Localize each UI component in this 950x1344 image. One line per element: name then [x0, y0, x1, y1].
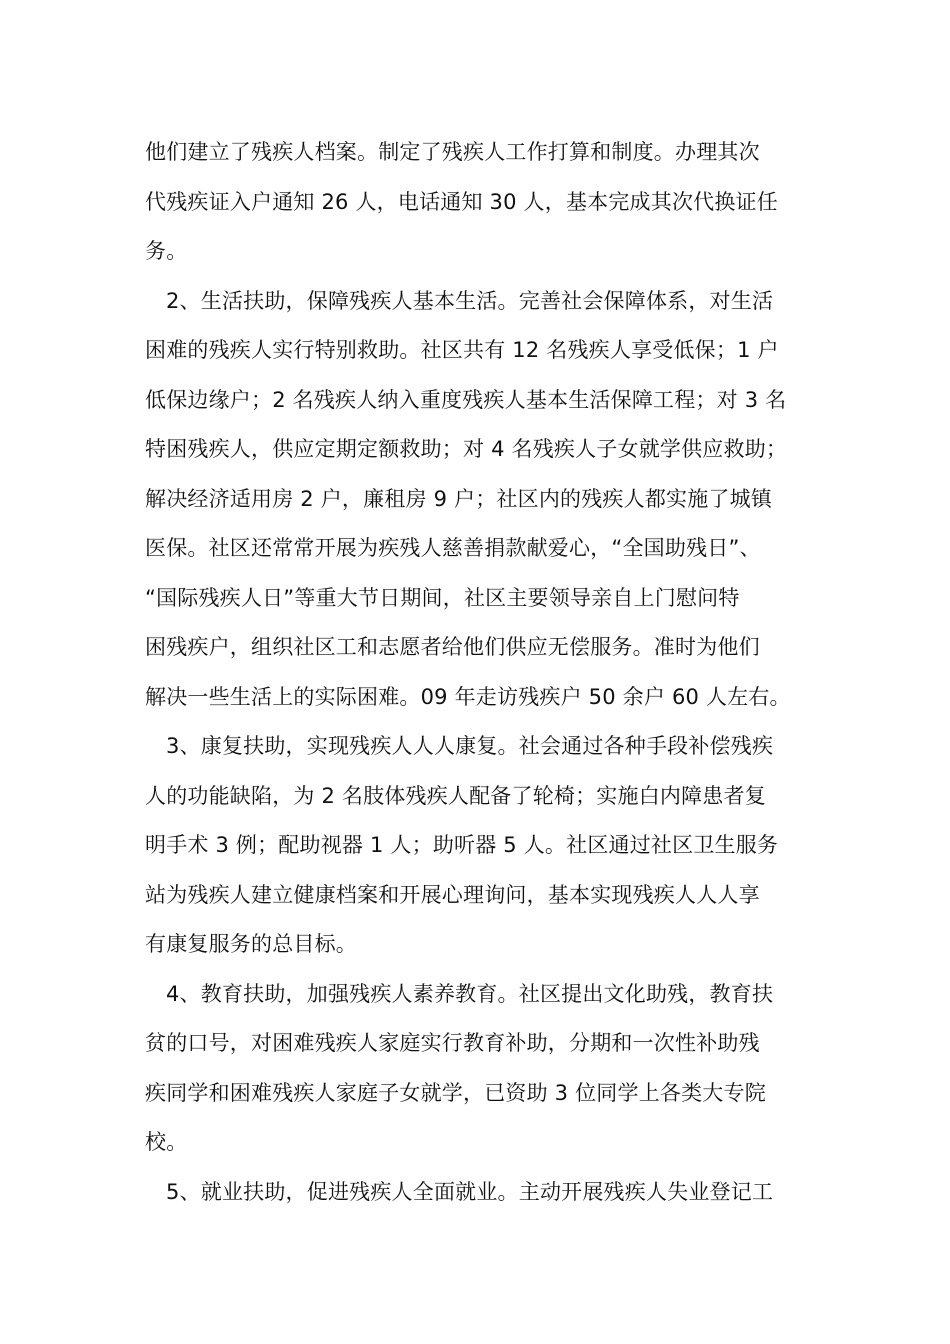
- text-line: 贫的口号，对困难残疾人家庭实行教育补助，分期和一次性补助残: [145, 1031, 760, 1055]
- text-line: 困残疾户，组织社区工和志愿者给他们供应无偿服务。准时为他们: [145, 635, 760, 659]
- text-line: 低保边缘户；2 名残疾人纳入重度残疾人基本生活保障工程；对 3 名: [145, 387, 787, 412]
- text-line: 困难的残疾人实行特别救助。社区共有 12 名残疾人享受低保；1 户: [145, 338, 779, 362]
- text-line: 校。: [145, 1130, 188, 1154]
- text-line: 特困残疾人，供应定期定额救助；对 4 名残疾人子女就学供应救助；: [145, 437, 788, 461]
- paragraph-heading-line: 2、生活扶助，保障残疾人基本生活。完善社会保障体系，对生活: [166, 288, 774, 313]
- text-line: 代残疾证入户通知 26 人，电话通知 30 人，基本完成其次代换证任: [145, 189, 778, 214]
- text-line: 站为残疾人建立健康档案和开展心理询问，基本实现残疾人人人享: [145, 882, 760, 907]
- text-line: 人的功能缺陷，为 2 名肢体残疾人配备了轮椅；实施白内障患者复: [145, 783, 766, 808]
- paragraph-heading-line: 3、康复扶助，实现残疾人人人康复。社会通过各种手段补偿残疾: [166, 734, 774, 758]
- text-line: “国际残疾人日”等重大节日期间，社区主要领导亲自上门慰问特: [145, 585, 740, 610]
- text-line: 他们建立了残疾人档案。制定了残疾人工作打算和制度。办理其次: [145, 140, 760, 164]
- text-line: 解决一些生活上的实际困难。09 年走访残疾户 50 余户 60 人左右。: [145, 684, 791, 709]
- text-line: 明手术 3 例；配助视器 1 人；助听器 5 人。社区通过社区卫生服务: [145, 833, 779, 857]
- text-line: 务。: [145, 239, 188, 263]
- paragraph-heading-line: 4、教育扶助，加强残疾人素养教育。社区提出文化助残，教育扶: [166, 981, 774, 1006]
- text-line: 解决经济适用房 2 户，廉租房 9 户；社区内的残疾人都实施了城镇: [145, 486, 773, 511]
- text-line: 有康复服务的总目标。: [145, 932, 357, 956]
- text-line: 医保。社区还常常开展为疾残人慈善捐款献爱心，“全国助残日”、: [145, 536, 761, 560]
- document-body: [145, 128, 825, 1217]
- paragraph-heading-line: 5、就业扶助，促进残疾人全面就业。主动开展残疾人失业登记工: [166, 1179, 774, 1204]
- text-line: 疾同学和困难残疾人家庭子女就学，已资助 3 位同学上各类大专院: [145, 1080, 766, 1105]
